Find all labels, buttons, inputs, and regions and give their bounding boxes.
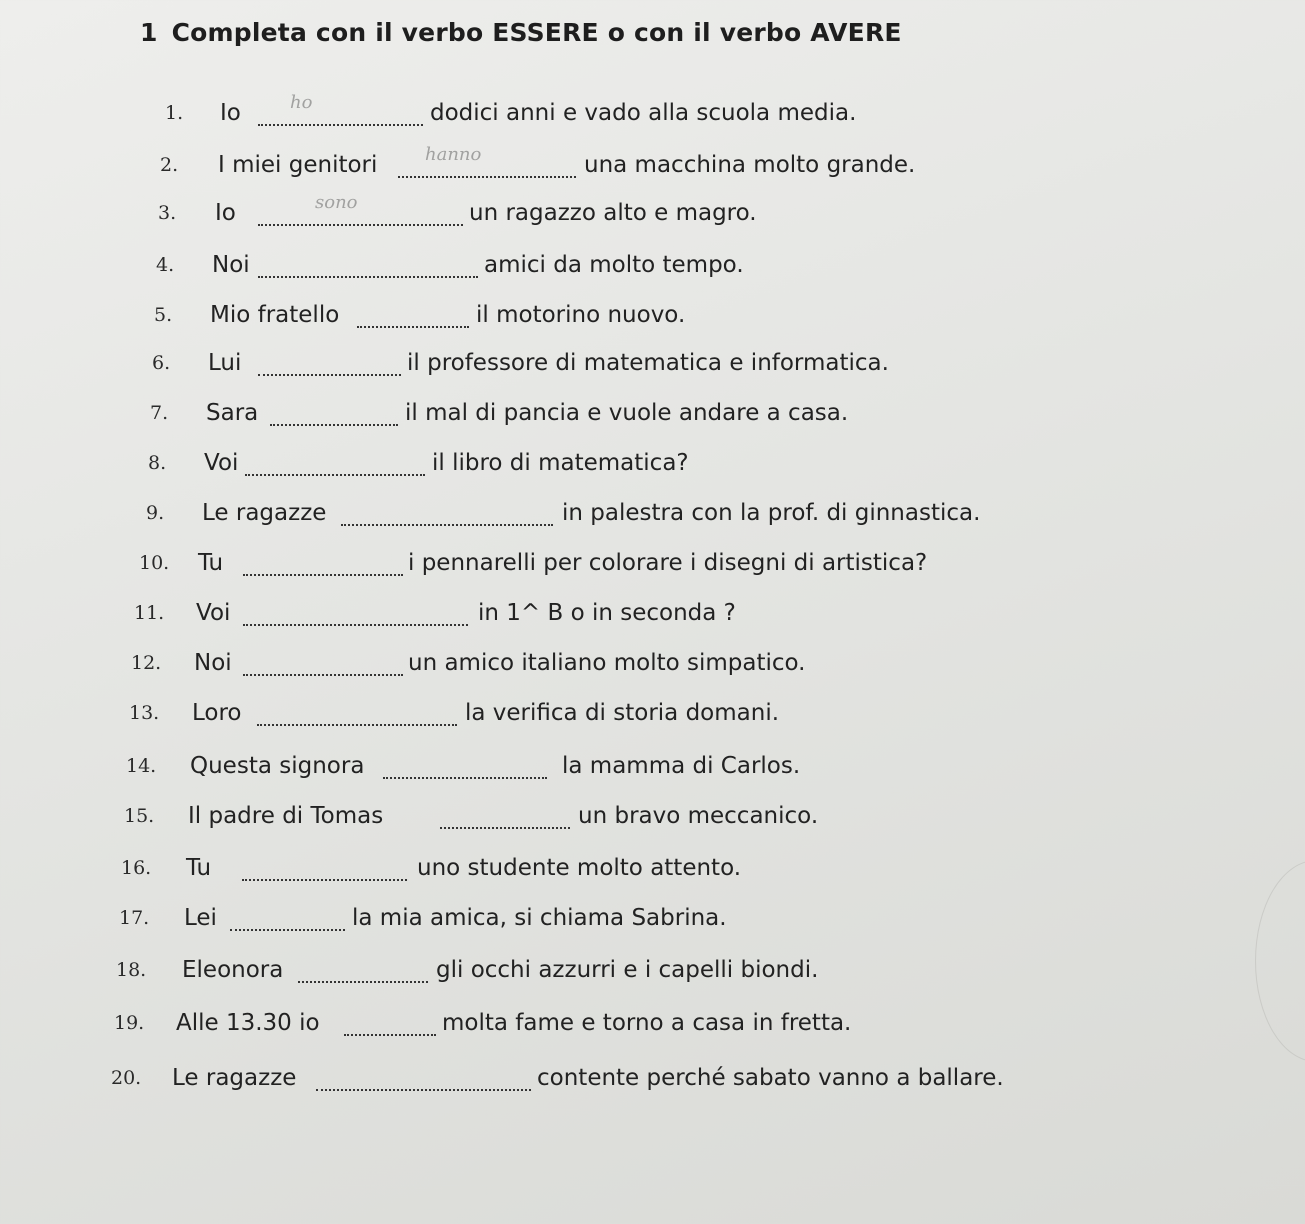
item-subject: Mio fratello — [210, 302, 340, 328]
item-number: 16. — [121, 857, 152, 879]
item-subject: Eleonora — [182, 957, 284, 983]
item-number: 7. — [150, 402, 169, 424]
item-number: 17. — [119, 907, 150, 929]
item-number: 5. — [154, 304, 173, 326]
exercise-title — [140, 18, 902, 47]
answer-blank[interactable] — [257, 702, 457, 726]
answer-blank[interactable] — [243, 552, 403, 576]
item-subject: Le ragazze — [172, 1065, 297, 1091]
item-sentence-rest: un bravo meccanico. — [578, 803, 819, 829]
item-subject: I miei genitori — [218, 152, 378, 178]
item-subject: Il padre di Tomas — [188, 803, 384, 829]
item-subject: Tu — [198, 550, 224, 576]
answer-blank[interactable] — [243, 652, 403, 676]
item-number: 9. — [146, 502, 165, 524]
faint-pencil-answer: sono — [315, 192, 358, 213]
item-subject: Alle 13.30 io — [176, 1010, 320, 1036]
answer-blank[interactable] — [243, 602, 468, 626]
answer-blank[interactable] — [258, 102, 423, 126]
item-subject: Lui — [208, 350, 242, 376]
item-number: 11. — [134, 602, 165, 624]
item-number: 12. — [131, 652, 162, 674]
exercise-instruction: Completa con il verbo ESSERE o con il verbo AVERE — [171, 18, 902, 47]
item-number: 18. — [116, 959, 147, 981]
answer-blank[interactable] — [344, 1012, 436, 1036]
item-sentence-rest: una macchina molto grande. — [584, 152, 916, 178]
item-number: 2. — [160, 154, 179, 176]
item-number: 13. — [129, 702, 160, 724]
item-sentence-rest: la verifica di storia domani. — [465, 700, 780, 726]
answer-blank[interactable] — [383, 755, 547, 779]
item-subject: Lei — [184, 905, 217, 931]
item-subject: Noi — [212, 252, 250, 278]
item-sentence-rest: amici da molto tempo. — [484, 252, 744, 278]
item-sentence-rest: gli occhi azzurri e i capelli biondi. — [436, 957, 819, 983]
item-sentence-rest: i pennarelli per colorare i disegni di artistica? — [408, 550, 928, 576]
item-number: 14. — [126, 755, 157, 777]
item-sentence-rest: il motorino nuovo. — [476, 302, 686, 328]
answer-blank[interactable] — [230, 907, 345, 931]
item-sentence-rest: in palestra con la prof. di ginnastica. — [562, 500, 981, 526]
answer-blank[interactable] — [245, 452, 425, 476]
item-subject: Voi — [196, 600, 231, 626]
answer-blank[interactable] — [298, 959, 428, 983]
item-number: 6. — [152, 352, 171, 374]
item-number: 4. — [156, 254, 175, 276]
item-subject: Sara — [206, 400, 259, 426]
item-sentence-rest: un ragazzo alto e magro. — [469, 200, 757, 226]
item-subject: Le ragazze — [202, 500, 327, 526]
answer-blank[interactable] — [258, 352, 401, 376]
item-subject: Questa signora — [190, 753, 365, 779]
answer-blank[interactable] — [258, 254, 478, 278]
item-subject: Noi — [194, 650, 232, 676]
item-number: 8. — [148, 452, 167, 474]
answer-blank[interactable] — [440, 805, 570, 829]
answer-blank[interactable] — [242, 857, 407, 881]
item-number: 10. — [139, 552, 170, 574]
answer-blank[interactable] — [258, 202, 463, 226]
answer-blank[interactable] — [316, 1067, 531, 1091]
exercise-number: 1 — [140, 18, 158, 47]
answer-blank[interactable] — [341, 502, 553, 526]
item-number: 20. — [111, 1067, 142, 1089]
item-number: 15. — [124, 805, 155, 827]
item-sentence-rest: in 1^ B o in seconda ? — [478, 600, 736, 626]
item-sentence-rest: contente perché sabato vanno a ballare. — [537, 1065, 1004, 1091]
item-sentence-rest: un amico italiano molto simpatico. — [408, 650, 806, 676]
item-subject: Io — [215, 200, 236, 226]
item-sentence-rest: il libro di matematica? — [432, 450, 689, 476]
item-sentence-rest: la mia amica, si chiama Sabrina. — [352, 905, 727, 931]
item-subject: Voi — [204, 450, 239, 476]
item-sentence-rest: uno studente molto attento. — [417, 855, 742, 881]
faint-pencil-answer: ho — [290, 92, 313, 113]
item-sentence-rest: la mamma di Carlos. — [562, 753, 801, 779]
item-subject: Loro — [192, 700, 242, 726]
item-subject: Tu — [186, 855, 212, 881]
item-number: 19. — [114, 1012, 145, 1034]
item-sentence-rest: molta fame e torno a casa in fretta. — [442, 1010, 852, 1036]
faint-pencil-answer: hanno — [425, 144, 482, 165]
item-sentence-rest: dodici anni e vado alla scuola media. — [430, 100, 857, 126]
background-arc-mark — [1255, 860, 1305, 1062]
item-sentence-rest: il mal di pancia e vuole andare a casa. — [405, 400, 849, 426]
item-number: 1. — [165, 102, 184, 124]
item-number: 3. — [158, 202, 177, 224]
item-subject: Io — [220, 100, 241, 126]
item-sentence-rest: il professore di matematica e informatica. — [407, 350, 889, 376]
answer-blank[interactable] — [357, 304, 469, 328]
answer-blank[interactable] — [270, 402, 398, 426]
